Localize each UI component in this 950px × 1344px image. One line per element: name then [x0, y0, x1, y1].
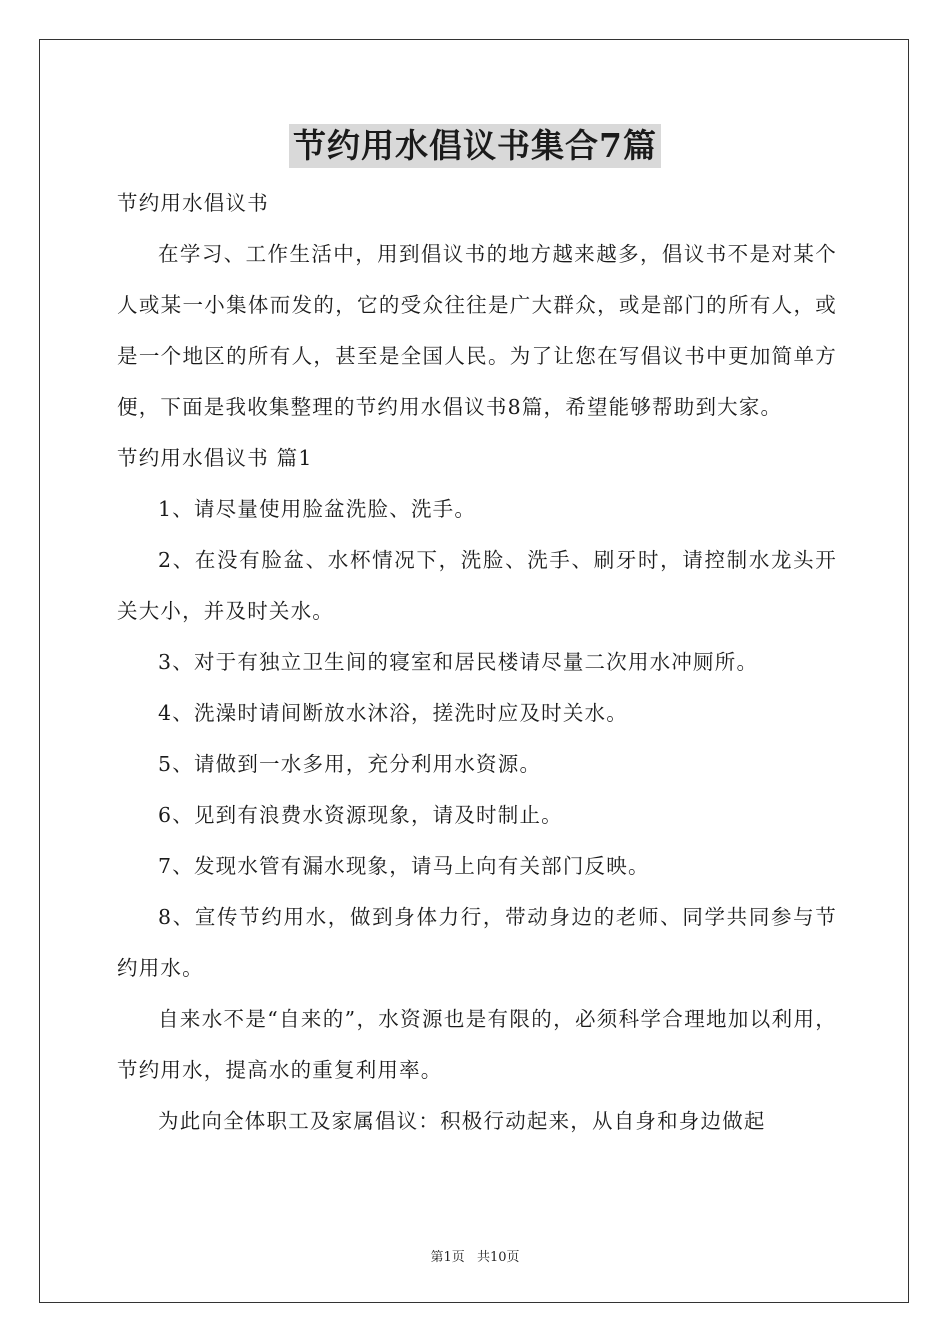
title-container [0, 124, 950, 168]
list-item: 6、见到有浪费水资源现象，请及时制止。 [158, 803, 563, 827]
list-item: 2、在没有脸盆、水杯情况下，洗脸、洗手、刷牙时，请控制水龙头开关大小，并及时关水。 [117, 548, 837, 623]
intro-paragraph: 在学习、工作生活中，用到倡议书的地方越来越多，倡议书不是对某个人或某一小集体而发的，它的受众往往是广大群众，或是部门的所有人，或是一个地区的所有人，甚至是全国人民。为了让您在写倡议书中更加简单方便，下面是我收集整理的节约用水倡议书8篇，希望能够帮助到大家。 [117, 242, 837, 419]
list-item: 8、宣传节约用水，做到身体力行，带动身边的老师、同学共同参与节约用水。 [117, 905, 837, 980]
closing-paragraph: 为此向全体职工及家属倡议：积极行动起来，从自身和身边做起 [158, 1109, 766, 1133]
list-item: 1、请尽量使用脸盆洗脸、洗手。 [158, 497, 477, 521]
section-heading: 节约用水倡议书 篇1 [117, 446, 313, 470]
closing-paragraph: 自来水不是“自来的”，水资源也是有限的，必须科学合理地加以利用，节约用水，提高水的重复利用率。 [117, 1007, 837, 1082]
page-footer [0, 1246, 950, 1265]
document-body [117, 178, 837, 1147]
page-number: 第1页 [430, 1250, 465, 1265]
list-item: 4、洗澡时请间断放水沐浴，搓洗时应及时关水。 [158, 701, 628, 725]
document-subtitle: 节约用水倡议书 [117, 191, 269, 215]
list-item: 3、对于有独立卫生间的寝室和居民楼请尽量二次用水冲厕所。 [158, 650, 759, 674]
list-item: 5、请做到一水多用，充分利用水资源。 [158, 752, 542, 776]
page-total: 共10页 [476, 1250, 520, 1265]
list-item: 7、发现水管有漏水现象，请马上向有关部门反映。 [158, 854, 650, 878]
document-title: 节约用水倡议书集合7篇 [289, 124, 661, 168]
